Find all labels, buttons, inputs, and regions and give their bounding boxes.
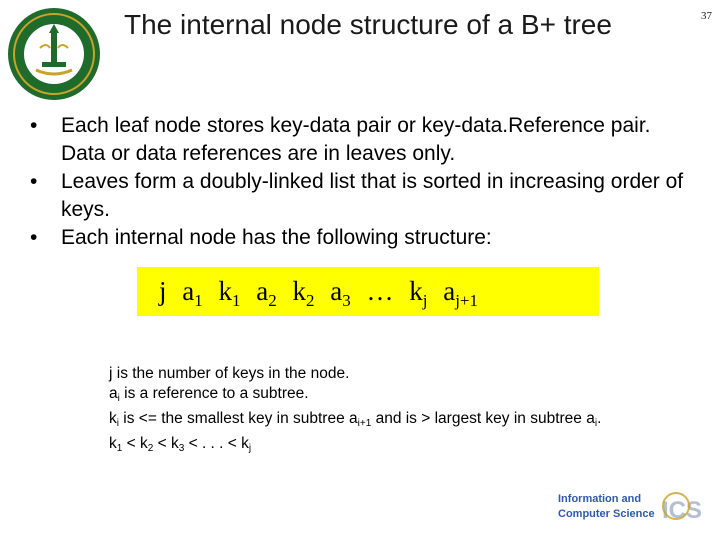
note-line: j is the number of keys in the node.: [109, 365, 350, 382]
structure-token: $a_3$: [330, 276, 351, 310]
note-line: $a_i$ is a reference to a subtree.: [109, 385, 309, 404]
svg-text:Information and: Information and: [558, 493, 642, 505]
bullet-text: Each internal node has the following structure:: [61, 226, 492, 249]
note-line: $k_i$ is <= the smallest key in subtree $a_{i+1}$ and is > largest key in subtree $a_i$.: [109, 410, 602, 429]
node-structure-box: [137, 267, 599, 316]
svg-text:Computer Science: Computer Science: [558, 508, 655, 520]
ics-logo-icon: [556, 486, 706, 528]
university-emblem-icon: [6, 6, 102, 102]
structure-token: $k_1$: [218, 276, 241, 310]
ics-logo: [556, 486, 706, 528]
bullet-list: [30, 112, 700, 252]
structure-token: $a_{j+1}$: [443, 276, 478, 310]
structure-token: $a_1$: [182, 276, 203, 310]
structure-token: j: [159, 276, 167, 306]
notes-block: [109, 364, 709, 459]
bullet-dot-icon: •: [30, 170, 38, 193]
bullet-dot-icon: •: [30, 226, 38, 249]
university-logo: [6, 6, 102, 102]
bullet-dot-icon: •: [30, 114, 38, 137]
bullet-item: [30, 224, 700, 252]
note-line: $k_1 < k_2 < k_3$ < . . . < $k_j$: [109, 435, 252, 454]
bullet-text: Leaves form a doubly-linked list that is sorted in increasing order of keys.: [61, 170, 684, 221]
structure-token: $k_2$: [292, 276, 315, 310]
bullet-item: [30, 168, 700, 224]
structure-token: $k_j$: [409, 276, 428, 310]
bullet-text: Each leaf node stores key-data pair or key-data.Reference pair. Data or data references are in leaves only.: [61, 114, 651, 165]
slide-number: 37: [701, 10, 712, 22]
svg-text:ICS: ICS: [662, 497, 703, 524]
slide-title: The internal node structure of a B+ tree: [124, 9, 612, 40]
node-structure-formula: [159, 275, 478, 317]
structure-token: …: [366, 276, 394, 306]
bullet-item: [30, 112, 700, 168]
structure-token: $a_2$: [256, 276, 277, 310]
